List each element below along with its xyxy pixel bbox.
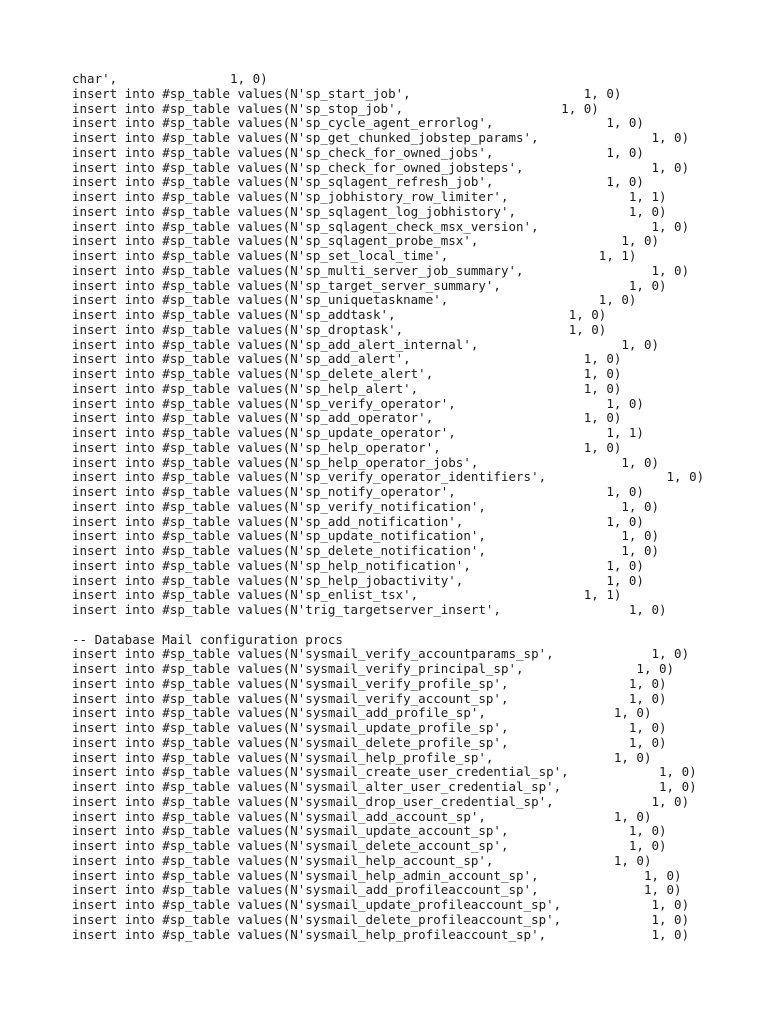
code-line: insert into #sp_table values(N'sp_sqlagent_log_jobhistory', 1, 0) (72, 203, 667, 219)
code-line: insert into #sp_table values(N'sp_verify_notification', 1, 0) (72, 498, 659, 514)
code-line: insert into #sp_table values(N'sysmail_add_profileaccount_sp', 1, 0) (72, 882, 682, 898)
code-line: insert into #sp_table values(N'sp_delete_alert', 1, 0) (72, 366, 622, 381)
code-line: insert into #sp_table values(N'sp_add_operator', 1, 0) (72, 410, 622, 426)
code-line: insert into #sp_table values(N'sysmail_delete_profile_sp', 1, 0) (72, 734, 667, 750)
code-line: insert into #sp_table values(N'sysmail_delete_account_sp', 1, 0) (72, 838, 667, 853)
code-line: insert into #sp_table values(N'sysmail_create_user_credential_sp', 1, 0) (72, 764, 697, 780)
code-line: insert into #sp_table values(N'trig_targetserver_insert', 1, 0) (72, 602, 667, 617)
code-line: insert into #sp_table values(N'sp_start_job', 1, 0) (72, 85, 622, 101)
code-listing (72, 72, 762, 942)
code-line: insert into #sp_table values(N'sp_help_operator', 1, 0) (72, 439, 622, 455)
code-line: insert into #sp_table values(N'sysmail_alter_user_credential_sp', 1, 0) (72, 779, 697, 794)
code-line: insert into #sp_table values(N'sp_sqlagent_refresh_job', 1, 0) (72, 174, 644, 190)
code-line: insert into #sp_table values(N'sysmail_drop_user_credential_sp', 1, 0) (72, 793, 690, 809)
code-line: insert into #sp_table values(N'sysmail_verify_account_sp', 1, 0) (72, 690, 667, 706)
code-line: insert into #sp_table values(N'sp_help_jobactivity', 1, 0) (72, 572, 644, 588)
database-mail-inserts (72, 647, 762, 942)
code-line: insert into #sp_table values(N'sp_help_operator_jobs', 1, 0) (72, 454, 659, 470)
code-line: insert into #sp_table values(N'sp_cycle_agent_errorlog', 1, 0) (72, 115, 644, 131)
code-line: char', 1, 0) (72, 71, 268, 86)
code-line: insert into #sp_table values(N'sp_jobhistory_row_limiter', 1, 1) (72, 189, 667, 204)
code-line: insert into #sp_table values(N'sp_get_chunked_jobstep_params', 1, 0) (72, 130, 690, 145)
code-line: insert into #sp_table values(N'sp_target_server_summary', 1, 0) (72, 277, 667, 293)
code-line: insert into #sp_table values(N'sp_verify_operator', 1, 0) (72, 395, 644, 411)
code-line: insert into #sp_table values(N'sp_check_for_owned_jobs', 1, 0) (72, 144, 644, 160)
code-line: insert into #sp_table values(N'sp_help_alert', 1, 0) (72, 380, 622, 396)
code-line: insert into #sp_table values(N'sysmail_help_account_sp', 1, 0) (72, 852, 652, 868)
code-line: insert into #sp_table values(N'sysmail_verify_profile_sp', 1, 0) (72, 675, 667, 691)
code-line: insert into #sp_table values(N'sp_verify_operator_identifiers', 1, 0) (72, 469, 705, 485)
code-line: insert into #sp_table values(N'sp_add_notification', 1, 0) (72, 513, 644, 529)
sql-agent-inserts (72, 72, 762, 618)
code-line: insert into #sp_table values(N'sysmail_help_admin_account_sp', 1, 0) (72, 867, 682, 883)
blank-line (72, 618, 762, 633)
code-line: insert into #sp_table values(N'sysmail_verify_principal_sp', 1, 0) (72, 661, 675, 676)
code-line: insert into #sp_table values(N'sp_add_alert', 1, 0) (72, 351, 622, 367)
code-line: insert into #sp_table values(N'sp_update_notification', 1, 0) (72, 528, 659, 544)
code-line: insert into #sp_table values(N'sp_sqlagent_probe_msx', 1, 0) (72, 233, 659, 249)
code-line: insert into #sp_table values(N'sp_sqlagent_check_msx_version', 1, 0) (72, 218, 690, 234)
code-line: insert into #sp_table values(N'sp_enlist_tsx', 1, 1) (72, 587, 622, 603)
code-line: insert into #sp_table values(N'sp_set_local_time', 1, 1) (72, 248, 637, 263)
code-line: insert into #sp_table values(N'sysmail_add_account_sp', 1, 0) (72, 808, 652, 824)
code-line: insert into #sp_table values(N'sysmail_update_account_sp', 1, 0) (72, 823, 667, 839)
code-line: insert into #sp_table values(N'sp_uniquetaskname', 1, 0) (72, 292, 637, 308)
code-line: insert into #sp_table values(N'sysmail_help_profile_sp', 1, 0) (72, 749, 652, 765)
code-line: insert into #sp_table values(N'sp_update_operator', 1, 1) (72, 425, 644, 440)
code-line: insert into #sp_table values(N'sp_help_notification', 1, 0) (72, 557, 644, 573)
section-comment: -- Database Mail configuration procs (72, 631, 343, 647)
code-line: insert into #sp_table values(N'sp_notify_operator', 1, 0) (72, 484, 644, 499)
code-line: insert into #sp_table values(N'sysmail_update_profileaccount_sp', 1, 0) (72, 897, 690, 912)
code-line: insert into #sp_table values(N'sysmail_add_profile_sp', 1, 0) (72, 705, 652, 721)
code-line: insert into #sp_table values(N'sp_check_for_owned_jobsteps', 1, 0) (72, 159, 690, 175)
code-line: insert into #sp_table values(N'sysmail_update_profile_sp', 1, 0) (72, 720, 667, 735)
code-line: insert into #sp_table values(N'sysmail_delete_profileaccount_sp', 1, 0) (72, 911, 690, 927)
code-line: insert into #sp_table values(N'sp_droptask', 1, 0) (72, 321, 607, 337)
code-line: insert into #sp_table values(N'sp_stop_job', 1, 0) (72, 100, 599, 116)
code-line: insert into #sp_table values(N'sysmail_verify_accountparams_sp', 1, 0) (72, 646, 690, 662)
code-line: insert into #sp_table values(N'sp_multi_server_job_summary', 1, 0) (72, 262, 690, 278)
code-line: insert into #sp_table values(N'sp_addtask', 1, 0) (72, 307, 607, 322)
code-line: insert into #sp_table values(N'sp_add_alert_internal', 1, 0) (72, 336, 659, 352)
code-line: insert into #sp_table values(N'sysmail_help_profileaccount_sp', 1, 0) (72, 926, 690, 942)
code-line: insert into #sp_table values(N'sp_delete_notification', 1, 0) (72, 543, 659, 558)
